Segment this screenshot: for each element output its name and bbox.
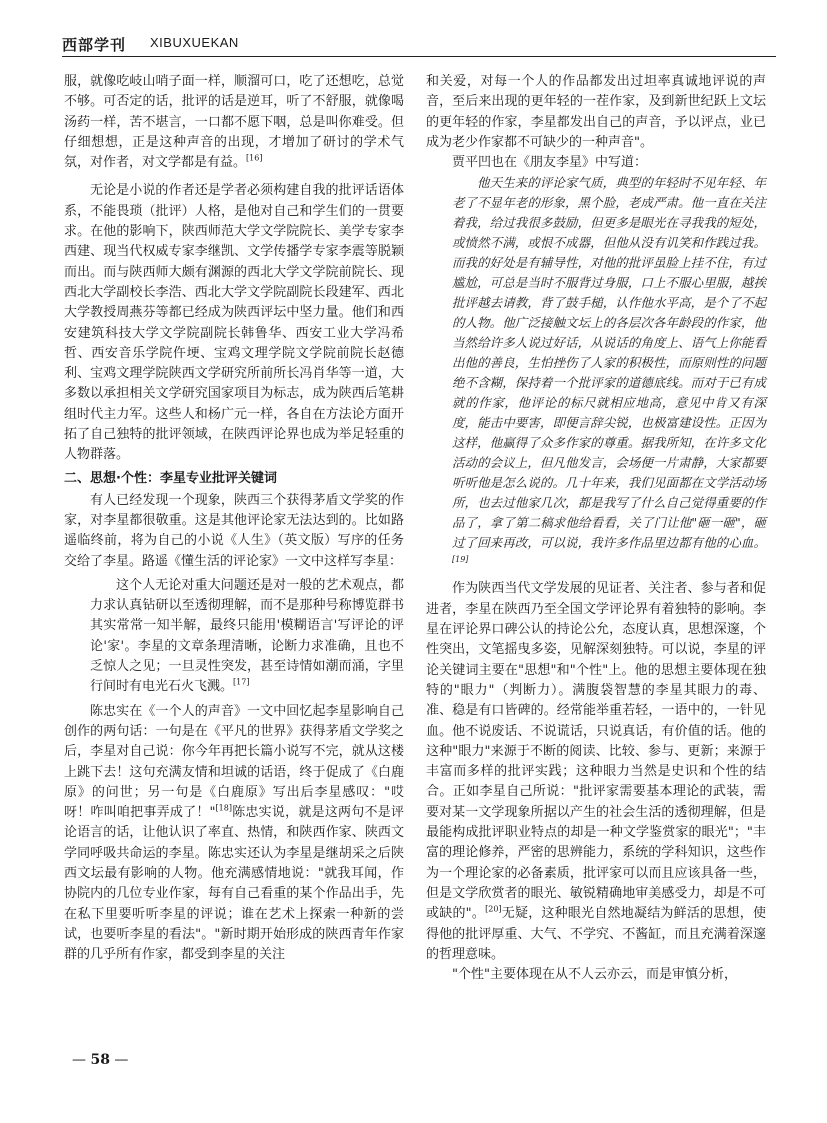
left-column (64, 72, 404, 965)
paragraph: "个性"主要体现在从不人云亦云，而是审慎分析， (452, 967, 737, 983)
paragraph: 作为陕西当代文学发展的见证者、关注者、参与者和促进者，李星在陕西乃至全国文学评论界有着独特的影响。李星在评论界口碑公认的持论公允，态度认真，思想深邃，个性突出，文笔摇曳多姿，见解深刻独特。可以说，李星的评论关键词主要在"思想"和"个性"上。他的思想主要体现在独特的"眼力"（判断力）。满腹袋智慧的李星其眼力的毒、准、稳是有口皆碑的。经常能举重若轻，一语中的，一针见血。他不说废话、不说谎话，只说真话，有价值的话。他的这种"眼力"来源于不断的阅读、比较、参与、更新；来源于丰富而多样的批评实践；这种眼力当然是史识和个性的结合。正如李星自己所说："批评家需要基本理论的武装，需要对某一文学现象所据以产生的社会生活的透彻理解，但是最能构成批评职业特点的却是一种文学鉴赏家的眼光"；"丰富的理论修养，严密的思辨能力，系统的学科知识，这些作为一个理论家的必备素质，批评家可以而且应该具备一些，但是文学欣赏者的眼光、敏锐精确地审美感受力，却是不可或缺的"。[20]无疑，这种眼光自然地凝结为鲜活的思想，使得他的批评厚重、大气、不学究、不酱缸，而且充满着深邃的哲理意味。 (426, 581, 766, 962)
block-quote: 他天生来的评论家气质，典型的年轻时不见年轻、年老了不显年老的形象，黑个脸，老成严肃。他一直在关注着我，给过我很多鼓励，但更多是眼光在寻我我的短处，或愤然不满，或恨不成器，但他从没有讥笑和作践过我。而我的好处是有辅导性，对他的批评虽脸上挂不住，有过尴尬，可总是当时不服背过身服，口上不服心里服，越挨批评越去请教，背了鼓手槌，认作他水平高，是个了不起的人物。他广泛接触文坛上的各层次各年龄段的作家，他当然给许多人说过好话，从说话的角度上、语气上你能看出他的善良，生怕挫伤了人家的积极性，而原则性的问题绝不含糊，保持着一个批评家的道德底线。而对于已有成就的作家，他评论的标尺就相应地高，意见中肯又有深度，能击中要害，即便言辞尖锐，也极富建设性。正因为这样，他赢得了众多作家的尊重。据我所知，在许多文化活动的会议上，但凡他发言，会场便一片肃静，大家都要听听他是怎么说的。几十年来，我们见面都在文学活动场所，也去过他家几次，都是我写了什么自己觉得重要的作品了，拿了第二稿求他给看看，关了门让他"砸一砸"，砸过了回来再改，可以说，我许多作品里边都有他的心血。[19] (452, 175, 766, 565)
paragraph: 陈忠实在《一个人的声音》一文中回忆起李星影响自己创作的两句话：一句是在《平凡的世界》获得茅盾文学奖之后，李星对自己说：你今年再把长篇小说写不完，就从这楼上跳下去！这句充满友情和坦诚的话语，终于促成了《白鹿原》的问世；另一句是《白鹿原》写出后李星感叹："哎呀！咋叫咱把事弄成了！"[18]陈忠实说，就是这两句不是评论语言的话，让他认识了率直、热情，和陕西作家、陕西文学同呼吸共命运的李星。陈忠实还认为李星是继胡采之后陕西文坛最有影响的人物。他充满感情地说："就我耳闻，作协院内的几位专业作家，每有自己看重的某个作品出手，先在私下里要听听李星的评说；谁在艺术上探索一种新的尝试，也要听李星的看法"。"新时期开始形成的陕西青年作家群的几乎所有作家，都受到李星的关注 (64, 703, 404, 963)
journal-title-pinyin: XIBUXUEKAN (150, 35, 239, 50)
block-quote: 这个人无论对重大问题还是对一般的艺术观点，都力求认真钻研以至透彻理解，而不是那种号称博览群书其实常常一知半解，最终只能用'模糊语言'写评论的评论'家'。李星的文章条理清晰，论断力求准确，且也不乏惊人之见；一旦灵性突发，甚至诗情如潮而涌，字里行间时有电光石火飞溅。[17] (90, 577, 404, 695)
paragraph: 服，就像吃岐山哨子面一样，顺溜可口，吃了还想吃，总觉不够。可否定的话，批评的话是逆耳，听了不舒服，就像喝汤药一样，苦不堪言，一口都不愿下咽，总是叫你难受。但仔细想想，正是这种声音的出现，才增加了研讨的学术气氛，对作者，对文学都是有益。[16] (64, 74, 404, 171)
paragraph: 和关爱，对每一个人的作品都发出过坦率真诚地评说的声音，至后来出现的更年轻的一茬作家，及到新世纪跃上文坛的更年轻的作家，李星都发出自己的声音，予以评点，业已成为老少作家都不可缺少的一种声音"。 (426, 74, 766, 150)
citation-ref: [19] (452, 555, 469, 565)
running-header (62, 30, 776, 57)
page-number-dash-right: — (109, 1052, 129, 1068)
paragraph: 贾平凹也在《朋友李星》中写道： (452, 155, 648, 171)
page-number: — 58 — (72, 1052, 129, 1068)
paragraph: 有人已经发现一个现象，陕西三个获得茅盾文学奖的作家，对李星都很敬重。这是其他评论家无法达到的。比如路遥临终前，将为自己的小说《人生》（英文版）写序的任务交给了李星。路遥《懂生活的评论家》一文中这样写李星： (64, 492, 404, 569)
right-column (426, 72, 766, 985)
page-number-dash-left: — (72, 1052, 91, 1068)
citation-ref: [20] (485, 904, 502, 914)
citation-ref: [18] (215, 803, 232, 813)
journal-title-cn: 西部学刊 (62, 36, 127, 54)
citation-ref: [16] (246, 153, 263, 163)
section-heading: 二、思想·个性：李星专业批评关键词 (64, 470, 277, 486)
citation-ref: [17] (233, 677, 250, 687)
paragraph: 无论是小说的作者还是学者必须构建自我的批评话语体系，不能畏琐（批评）人格，是他对自己和学生们的一贯要求。在他的影响下，陕西师范大学文学院院长、美学专家李西建、现当代权威专家李继凯、文学传播学专家李震等脱颖而出。而与陕西师大颇有渊源的西北大学文学院前院长、现西北大学副校长李浩、西北大学文学院副院长段建军、西北大学教授周燕芬等都已经成为陕西评坛中坚力量。他们和西安建筑科技大学文学院副院长韩鲁华、西安工业大学冯希哲、西安音乐学院仵埂、宝鸡文理学院文学院前院长赵德利、宝鸡文理学院陕西文学研究所前所长冯肖华等一道，大多数以承担相关文学研究国家项目为标志，成为陕西后笔耕组时代主力军。这些人和杨广元一样，各自在方法论方面开拓了自己独特的批评领域，在陕西评论界也成为举足轻重的人物群落。 (64, 183, 404, 463)
